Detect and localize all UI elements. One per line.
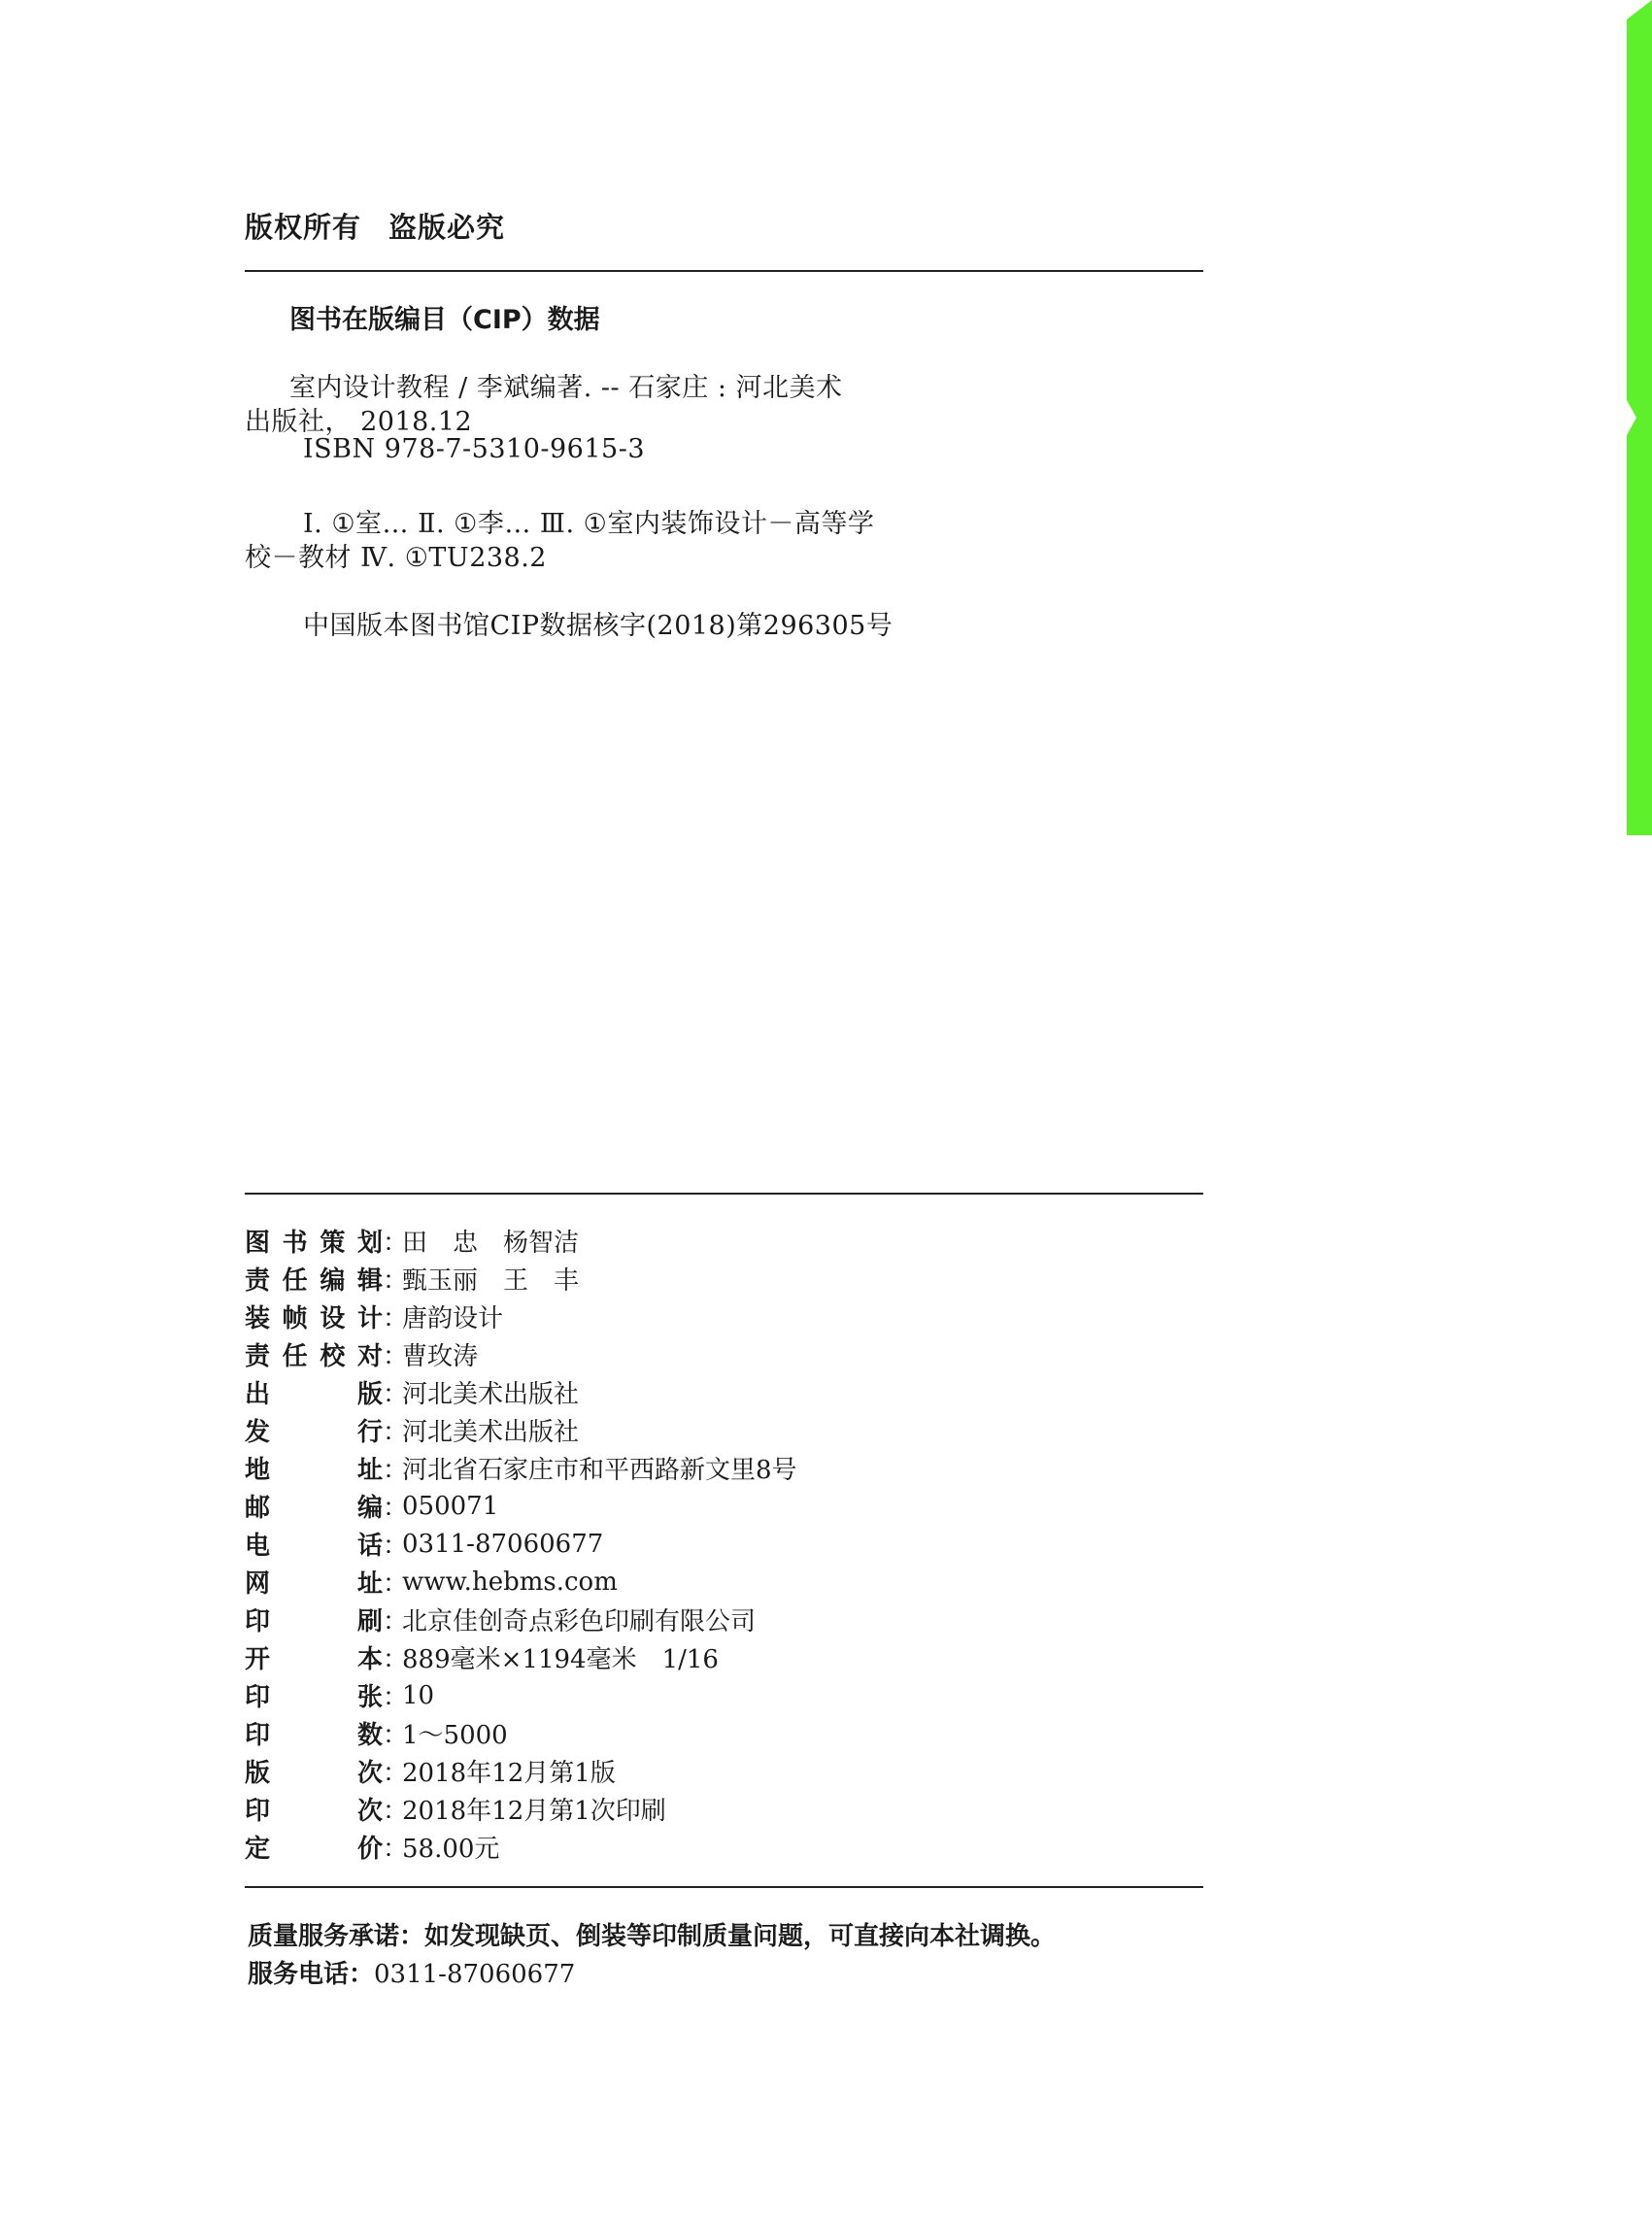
info-label-char: 图 [245,1229,271,1258]
info-value: 田 忠 杨智洁 [402,1229,580,1258]
info-value: 唐韵设计 [402,1304,504,1333]
info-colon: ： [383,1569,409,1599]
cip-line-1: 室内设计教程 / 李斌编著. -- 石家庄 : 河北美术 [289,373,843,403]
info-label [245,1564,383,1600]
info-row [245,1828,797,1866]
info-row [245,1222,797,1260]
info-row [245,1638,797,1676]
info-label-char: 版 [356,1380,383,1409]
info-label-char: 次 [356,1797,383,1826]
info-label-char: 址 [356,1569,383,1599]
info-colon: ： [383,1683,409,1712]
info-label [245,1677,383,1713]
cip-line-4: Ⅰ. ①室… Ⅱ. ①李… Ⅲ. ①室内装饰设计－高等学 [303,509,875,539]
edge-tab-shape [1627,0,1652,835]
info-row [245,1487,797,1525]
info-label-char: 印 [245,1721,271,1750]
info-label-char: 辑 [356,1266,383,1296]
info-colon: ： [383,1645,409,1674]
service-phone-number: 0311-87060677 [374,1960,576,1989]
info-label-char: 版 [245,1759,271,1788]
info-label-char: 设 [320,1304,346,1333]
info-row [245,1449,797,1487]
info-label-char: 发 [245,1418,271,1447]
info-row [245,1525,797,1563]
info-label-char: 划 [356,1229,383,1258]
info-value: 050071 [402,1491,499,1521]
info-label [245,1602,383,1637]
cip-record-number: 中国版本图书馆CIP数据核字(2018)第296305号 [303,611,893,641]
info-colon: ： [383,1304,409,1333]
info-label-char: 编 [356,1494,383,1523]
info-label-char: 网 [245,1569,271,1599]
edge-tab-marker [1627,0,1652,835]
info-label-char: 印 [245,1797,271,1826]
info-row [245,1752,797,1790]
info-label [245,1298,383,1334]
cip-title: 图书在版编目（CIP）数据 [289,305,600,335]
info-value: 2018年12月第1版 [402,1759,616,1788]
info-label-char: 次 [356,1759,383,1788]
info-label-char: 数 [356,1721,383,1750]
info-label-char: 责 [245,1342,271,1371]
service-phone-label: 服务电话： [248,1960,375,1989]
info-label [245,1374,383,1410]
cip-line-2: 出版社， 2018.12 [245,407,473,437]
publication-info-table [245,1222,797,1866]
info-row [245,1676,797,1714]
info-colon: ： [383,1759,409,1788]
info-row [245,1411,797,1449]
info-colon: ： [383,1532,409,1561]
info-label-char: 帧 [282,1304,308,1333]
info-label-char: 策 [320,1229,346,1258]
copyright-right: 盗版必究 [388,211,506,244]
info-row [245,1373,797,1411]
info-label-char: 址 [356,1456,383,1485]
info-row [245,1601,797,1638]
info-label-char: 开 [245,1645,271,1674]
info-colon: ： [383,1229,409,1258]
info-value: 河北省石家庄市和平西路新文里8号 [402,1456,797,1485]
info-colon: ： [383,1721,409,1750]
info-label-char: 行 [356,1418,383,1447]
info-label-char: 校 [320,1342,346,1371]
info-label-char: 编 [320,1266,346,1296]
cip-isbn: ISBN 978-7-5310-9615-3 [303,434,646,464]
info-value: 曹玫涛 [402,1342,479,1371]
info-value: 10 [402,1680,435,1710]
info-colon: ： [383,1342,409,1371]
info-row [245,1298,797,1335]
info-label [245,1753,383,1789]
info-label-char: 责 [245,1266,271,1296]
info-label-char: 定 [245,1835,271,1864]
copyright-left: 版权所有 [245,211,362,244]
info-label-char: 书 [282,1229,308,1258]
service-phone-line [248,1954,575,1990]
info-label-char: 印 [245,1607,271,1636]
info-label-char: 话 [356,1532,383,1561]
info-label [245,1450,383,1486]
info-label [245,1526,383,1562]
info-label-char: 计 [356,1304,383,1333]
info-row [245,1714,797,1752]
info-value: www.hebms.com [402,1567,618,1597]
info-row [245,1790,797,1828]
info-colon: ： [383,1797,409,1826]
info-label-char: 印 [245,1683,271,1712]
info-label-char: 对 [356,1342,383,1371]
info-value: 河北美术出版社 [402,1380,580,1409]
info-label [245,1336,383,1372]
info-colon: ： [383,1266,409,1296]
info-value: 河北美术出版社 [402,1418,580,1447]
info-value: 北京佳创奇点彩色印刷有限公司 [402,1607,757,1636]
info-label [245,1223,383,1259]
info-label-char: 地 [245,1456,271,1485]
info-label-char: 出 [245,1380,271,1409]
info-label-char: 任 [282,1342,308,1371]
info-label [245,1791,383,1827]
info-colon: ： [383,1835,409,1864]
info-label [245,1715,383,1751]
info-label-char: 任 [282,1266,308,1296]
info-colon: ： [383,1607,409,1636]
info-label-char: 邮 [245,1494,271,1523]
info-value: 0311-87060677 [402,1529,604,1559]
quality-promise: 质量服务承诺：如发现缺页、倒装等印制质量问题，可直接向本社调换。 [248,1922,1057,1951]
info-label [245,1829,383,1865]
info-value: 2018年12月第1次印刷 [402,1797,666,1826]
info-colon: ： [383,1456,409,1485]
info-colon: ： [383,1494,409,1523]
middle-divider [245,1193,1203,1195]
info-colon: ： [383,1380,409,1409]
info-colon: ： [383,1418,409,1447]
info-label-char: 张 [356,1683,383,1712]
info-label [245,1261,383,1297]
info-row [245,1335,797,1373]
info-value: 1～5000 [402,1721,508,1750]
info-label [245,1639,383,1675]
info-label-char: 刷 [356,1607,383,1636]
info-label-char: 本 [356,1645,383,1674]
info-value: 58.00元 [402,1835,500,1864]
info-row [245,1260,797,1298]
info-label-char: 价 [356,1835,383,1864]
info-row [245,1563,797,1601]
bottom-divider [245,1886,1203,1888]
top-divider [245,270,1203,272]
info-label-char: 电 [245,1532,271,1561]
info-value: 889毫米×1194毫米 1/16 [402,1645,719,1674]
info-value: 甄玉丽 王 丰 [402,1266,580,1296]
info-label [245,1488,383,1524]
info-label [245,1412,383,1448]
copyright-notice [245,206,505,246]
cip-line-5: 校－教材 Ⅳ. ①TU238.2 [245,543,547,573]
info-label-char: 装 [245,1304,271,1333]
